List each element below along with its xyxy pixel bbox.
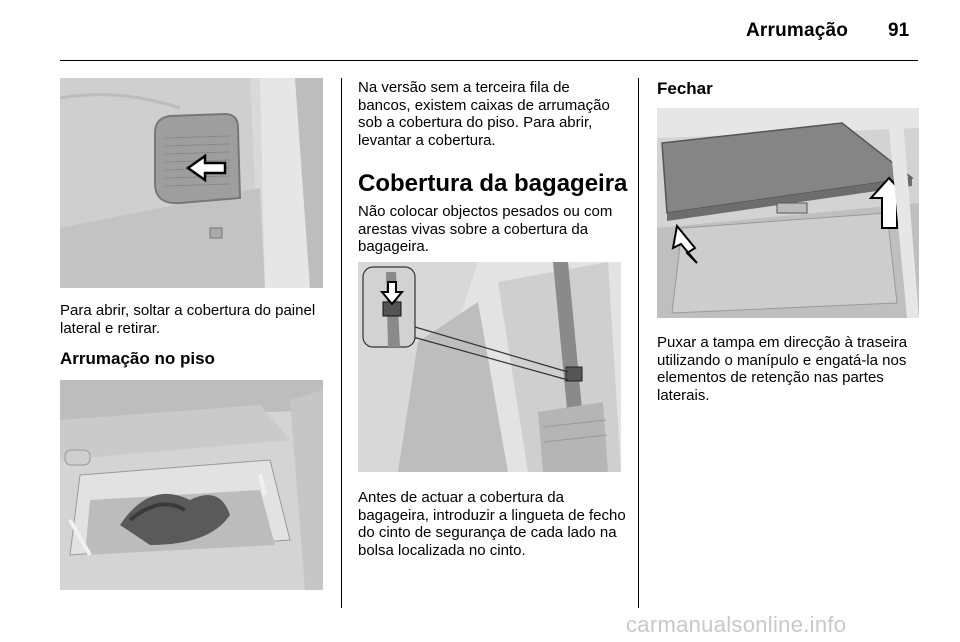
header-rule [60,60,918,61]
page-header-title: Arrumação [746,20,849,41]
watermark-text: carmanualsonline.info [626,612,847,637]
closing-load-cover-illustration [657,108,919,318]
caption-close-cover: Puxar a tampa em direcção à traseira utilizando o manípulo e engatá-la nos elementos de retenção nas partes laterais. [657,334,908,404]
intro-floor-storage: Na versão sem a terceira fila de bancos, existem caixas de arrumação sob a cobertura do piso. Para abrir, levantar a cobertura. [358,79,610,149]
caption-open-side-panel: Para abrir, soltar a cobertura do painel lateral e retirar. [60,302,316,337]
warning-load-cover: Não colocar objectos pesados ou com arestas vivas sobre a cobertura da bagageira. [358,203,613,255]
subheading-close: Fechar [657,79,713,98]
column-divider-right [638,78,639,608]
caption-belt-tongue: Antes de actuar a cobertura da bagageira, introduzir a lingueta de fecho do cinto de segurança de cada lado na bolsa localizada no cinto. [358,489,626,559]
side-panel-cover-illustration [60,78,323,288]
heading-load-cover: Cobertura da bagageira [358,170,628,197]
floor-storage-illustration [60,380,323,590]
seat-belt-tongue-illustration [358,262,621,472]
column-divider-left [341,78,342,608]
subheading-floor-storage: Arrumação no piso [60,349,215,368]
page-number: 91 [888,20,910,41]
